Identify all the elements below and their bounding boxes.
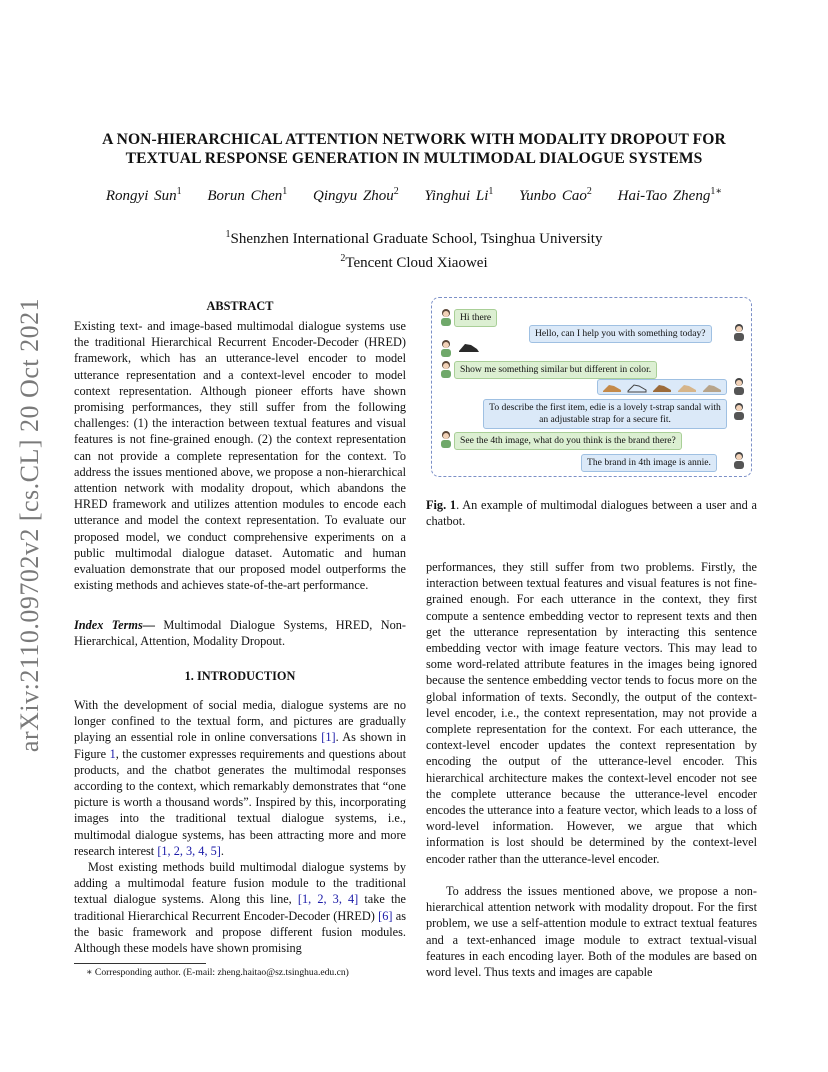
author-5 xyxy=(519,188,592,204)
intro-text: as the basic framework and propose different fusion modules. Although these models have shown promising xyxy=(74,908,406,956)
author-name: Hai-Tao Zheng xyxy=(617,188,711,204)
arxiv-identifier-text: arXiv:2110.09702v2 [cs.CL] 20 Oct 2021 xyxy=(15,297,45,753)
author-name: Borun Chen xyxy=(207,188,283,204)
user-avatar-icon xyxy=(439,308,453,326)
user-message-1: Hi there xyxy=(454,309,497,327)
author-name: Rongyi Sun xyxy=(105,188,177,204)
author-affil-sup: 2 xyxy=(393,186,399,197)
footnote-divider xyxy=(74,963,206,964)
user-avatar-icon xyxy=(439,339,453,357)
author-3 xyxy=(313,188,399,204)
author-affil-sup: 1 xyxy=(176,186,182,197)
abstract-text: Existing text- and image-based multimodal dialogue systems use the traditional Hierarchical Recurrent Encoder-Decoder (HRED) framework, which has an utterance-level encoder to model utterance representation and a context-level encoder to model context representation. Although pioneer efforts have shown promising performances, they still suffer from the following challenges: (1) the interaction between textual features and visual features is not fine-grained enough. (2) the context representation can not provide a complete representation for the context. To address the issues mentioned above, we propose a non-hierarchical attention network with modality dropout, which abandons the HRED framework and utilizes attention modules to encode each utterance and model the context representation. To evaluate our proposed model, we conduct comprehensive experiments on a public multimodal dialogue dataset. Automatic and human evaluation demonstrate that our proposed model outperforms the existing methods and achieves state-of-the-art performance. xyxy=(74,319,406,593)
bot-avatar-icon xyxy=(732,402,746,420)
sandal-image-icon xyxy=(652,382,672,393)
intro-text: , the customer expresses requirements and questions about products, and the chatbot generates the multimodal responses according to the context, which remarkably demonstrates that “one picture is worth a thousand words”. Inspired by this, incorporating images into the traditional textual dialogue systems, i.e., multimodal dialogue systems, has been attracting more and more research interest xyxy=(74,746,406,858)
title-line-1: A NON-HIERARCHICAL ATTENTION NETWORK WITH MODALITY DROPOUT FOR xyxy=(102,131,726,148)
bot-avatar-icon xyxy=(732,323,746,341)
intro-paragraph-2 xyxy=(74,859,406,956)
title-line-2: TEXTUAL RESPONSE GENERATION IN MULTIMODAL DIALOGUE SYSTEMS xyxy=(125,150,703,167)
sandal-image-icon xyxy=(627,382,647,393)
arxiv-identifier-stamp xyxy=(12,290,48,760)
sandal-image-icon xyxy=(602,382,622,393)
introduction-heading: 1. INTRODUCTION xyxy=(184,669,296,683)
user-avatar-icon xyxy=(439,360,453,378)
citation-link[interactable]: [1, 2, 3, 4, 5] xyxy=(157,843,221,858)
affil-text: Tencent Cloud Xiaowei xyxy=(345,255,488,271)
intro-paragraph-1 xyxy=(74,697,406,859)
author-affil-sup: 1 xyxy=(488,186,494,197)
right-column-paragraph-2 xyxy=(426,883,757,980)
footnote: ∗ Corresponding author. (E-mail: zheng.haitao@sz.tsinghua.edu.cn) xyxy=(86,967,349,978)
bot-message-1: Hello, can I help you with something today? xyxy=(529,325,712,343)
author-6 xyxy=(618,188,723,204)
figure-1-dialogue xyxy=(431,297,752,477)
bot-message-3: The brand in 4th image is annie. xyxy=(581,454,717,472)
index-terms-text: Multimodal Dialogue Systems, HRED, Non-Hierarchical, Attention, Modality Dropout. xyxy=(74,618,407,649)
bot-image-gallery xyxy=(597,379,727,395)
affiliation-1 xyxy=(60,225,768,249)
author-name: Yunbo Cao xyxy=(519,188,587,204)
user-message-2: Show me something similar but different in color. xyxy=(454,361,657,379)
bot-avatar-icon xyxy=(732,377,746,395)
abstract-heading: ABSTRACT xyxy=(206,299,274,313)
index-terms-label: Index Terms— xyxy=(74,618,156,632)
affil-text: Shenzhen International Graduate School, Tsinghua University xyxy=(230,231,603,247)
bot-message-2: To describe the first item, edie is a lovely t-strap sandal with an adjustable strap for a secure fit. xyxy=(483,399,727,429)
intro-text: Most existing methods build multimodal dialogue systems by adding a multimodal feature fusion module to the traditional textual dialogue systems. Along this line, xyxy=(74,860,406,907)
author-name: Yinghui Li xyxy=(424,188,489,204)
user-message-3: See the 4th image, what do you think is the brand there? xyxy=(454,432,682,450)
citation-link[interactable]: [6] xyxy=(378,908,393,923)
author-list xyxy=(60,186,768,205)
citation-link[interactable]: [1] xyxy=(321,730,336,745)
affiliations xyxy=(60,225,768,273)
introduction-body xyxy=(74,697,406,956)
author-4 xyxy=(425,188,494,204)
author-affil-sup: 1∗ xyxy=(710,186,723,197)
intro-text: With the development of social media, dialogue systems are no longer confined to the textual form, and pictures are gradually playing an essential role in online conversations xyxy=(74,698,406,745)
author-affil-sup: 1 xyxy=(282,186,288,197)
figure-caption-text: . An example of multimodal dialogues between a user and a chatbot. xyxy=(426,498,758,529)
figure-ref-link[interactable]: 1 xyxy=(109,746,116,761)
user-avatar-icon xyxy=(439,430,453,448)
paper-title xyxy=(60,130,768,168)
author-affil-sup: 2 xyxy=(586,186,592,197)
shoe-image-icon xyxy=(457,340,481,354)
intro-text: . xyxy=(220,843,224,858)
right-paragraph-2-text: To address the issues mentioned above, we propose a non-hierarchical attention network with modality dropout. For the first problem, we use a self-attention module to extract textual features and a text-enhanced image module to extract textual-visual features in each encoding layer. Both of the modules are based on word level. Thus texts and images are capable xyxy=(426,884,757,980)
right-column-paragraph-1: performances, they still suffer from two problems. Firstly, the interaction between textual features and visual features is not fine-grained enough. For each utterance in the context, they first compute a sentence embedding vector to represent texts and then get the utterance representation by interacting this sentence embedding vector with image feature vectors. This may lead to some word-related attribute features in the images being ignored because the sentence embedding vector tends to focus more on the global information of texts. Secondly, the output of the context-level encoder, i.e., the context representation, may not provide a complete representation for the context. For each utterance, the context-level encoder updates the context representation by encoding the output of the utterance-level encoder. This hierarchical architecture makes the context-level encoder not see the complete utterance because the utterance-level encoder encodes the utterance into a feature vector, which leads to a loss of word-level information. However, we argue that which information is lost should be determined by the context-level encoder rather than the utterance-level encoder. xyxy=(426,560,757,866)
author-1 xyxy=(106,188,182,204)
affil-sup: 1 xyxy=(225,229,231,240)
bot-avatar-icon xyxy=(732,451,746,469)
index-terms xyxy=(74,617,406,649)
sandal-image-icon xyxy=(677,382,697,393)
sandal-image-icon xyxy=(702,382,722,393)
citation-link[interactable]: [1, 2, 3, 4] xyxy=(297,892,359,907)
author-name: Qingyu Zhou xyxy=(313,188,394,204)
affil-sup: 2 xyxy=(340,253,346,264)
author-2 xyxy=(207,188,287,204)
figure-1-caption xyxy=(426,497,757,529)
affiliation-2 xyxy=(60,249,768,273)
intro-text: take the traditional Hierarchical Recurrent Encoder-Decoder (HRED) xyxy=(74,892,407,923)
intro-text: . As shown in Figure xyxy=(74,730,406,761)
figure-label: Fig. 1 xyxy=(426,498,457,512)
